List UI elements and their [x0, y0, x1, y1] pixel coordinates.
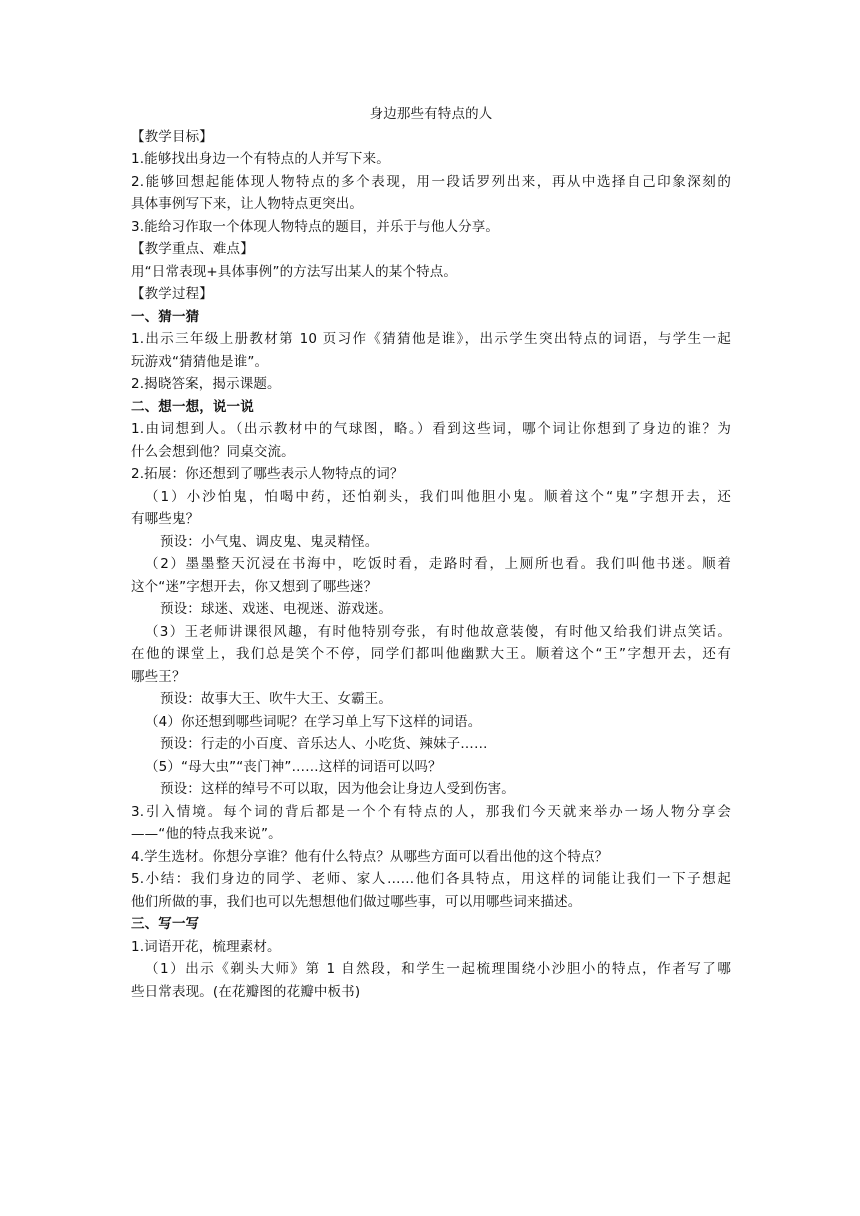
text-line: 这个“迷”字想开去，你又想到了哪些迷？	[131, 578, 378, 595]
document-page	[131, 103, 731, 1003]
text-line: 4.学生选材。你想分享谁？他有什么特点？从哪些方面可以看出他的这个特点？	[131, 848, 609, 865]
text-line: 用“日常表现+具体事例”的方法写出某人的某个特点。	[131, 263, 458, 280]
text-line: 3.能给习作取一个体现人物特点的题目，并乐于与他人分享。	[131, 218, 500, 235]
section-heading: 二、想一想，说一说	[131, 398, 254, 415]
text-line: （4）你还想到哪些词呢？在学习单上写下这样的词语。	[145, 713, 482, 730]
text-line: 预设：故事大王、吹牛大王、女霸王。	[160, 691, 393, 707]
text-line: 具体事例写下来，让人物特点更突出。	[131, 196, 364, 212]
text-line: 他们所做的事，我们也可以先想想他们做过哪些事，可以用哪些词来描述。	[131, 893, 582, 910]
text-line: （3）王老师讲课很风趣，有时他特别夸张，有时他故意装傻，有时他又给我们讲点笑话。	[145, 623, 731, 640]
text-line: 3.引入情境。每个词的背后都是一个个有特点的人，那我们今天就来举办一场人物分享会	[131, 803, 731, 820]
text-line: 预设：小气鬼、调皮鬼、鬼灵精怪。	[160, 533, 379, 550]
text-line: 预设：球迷、戏迷、电视迷、游戏迷。	[160, 601, 393, 617]
text-line: 1.由词想到人。（出示教材中的气球图，略。）看到这些词，哪个词让你想到了身边的谁？为	[131, 421, 731, 437]
text-line: 些日常表现。(在花瓣图的花瓣中板书)	[131, 983, 361, 1000]
text-line: 【教学过程】	[131, 286, 213, 302]
text-line: 【教学重点、难点】	[131, 241, 254, 257]
text-line: 预设：这样的绰号不可以取，因为他会让身边人受到伤害。	[160, 781, 515, 797]
text-line: 1.能够找出身边一个有特点的人并写下来。	[131, 151, 390, 167]
text-line: 2.揭晓答案，揭示课题。	[131, 376, 281, 392]
text-line: 1.词语开花，梳理素材。	[131, 938, 281, 955]
text-line: 2.能够回想起能体现人物特点的多个表现，用一段话罗列出来，再从中选择自己印象深刻的	[131, 173, 731, 190]
text-line: 哪些王？	[131, 668, 186, 685]
text-line: 5.小结：我们身边的同学、老师、家人……他们各具特点，用这样的词能让我们一下子想起	[131, 871, 731, 887]
section-heading: 三、写一写	[131, 916, 200, 932]
text-line: 什么会想到他？同桌交流。	[131, 443, 295, 460]
section-heading: 一、猜一猜	[131, 308, 200, 325]
document-title: 身边那些有特点的人	[369, 106, 493, 122]
text-line: 有哪些鬼？	[131, 511, 200, 527]
text-line: 2.拓展：你还想到了哪些表示人物特点的词？	[131, 466, 404, 482]
text-line: （1）小沙怕鬼，怕喝中药，还怕剃头，我们叫他胆小鬼。顺着这个“鬼”字想开去，还	[145, 488, 731, 505]
text-line: 玩游戏“猜猜他是谁”。	[131, 353, 269, 370]
text-line: （5）“母大虫”“丧门神”……这样的词语可以吗？	[145, 758, 442, 775]
text-line: ——“他的特点我来说”。	[131, 826, 282, 842]
text-line: （1）出示《剃头大师》第 1 自然段，和学生一起梳理围绕小沙胆小的特点，作者写了哪	[145, 961, 731, 977]
text-line: 【教学目标】	[131, 128, 213, 145]
text-line: （2）墨墨整天沉浸在书海中，吃饭时看，走路时看，上厕所也看。我们叫他书迷。顺着	[145, 556, 731, 572]
text-line: 在他的课堂上，我们总是笑个不停，同学们都叫他幽默大王。顺着这个“王”字想开去，还有	[131, 646, 731, 662]
text-line: 预设：行走的小百度、音乐达人、小吃货、辣妹子……	[160, 736, 488, 752]
text-line: 1.出示三年级上册教材第 10 页习作《猜猜他是谁》，出示学生突出特点的词语，与学生一起	[131, 331, 731, 347]
